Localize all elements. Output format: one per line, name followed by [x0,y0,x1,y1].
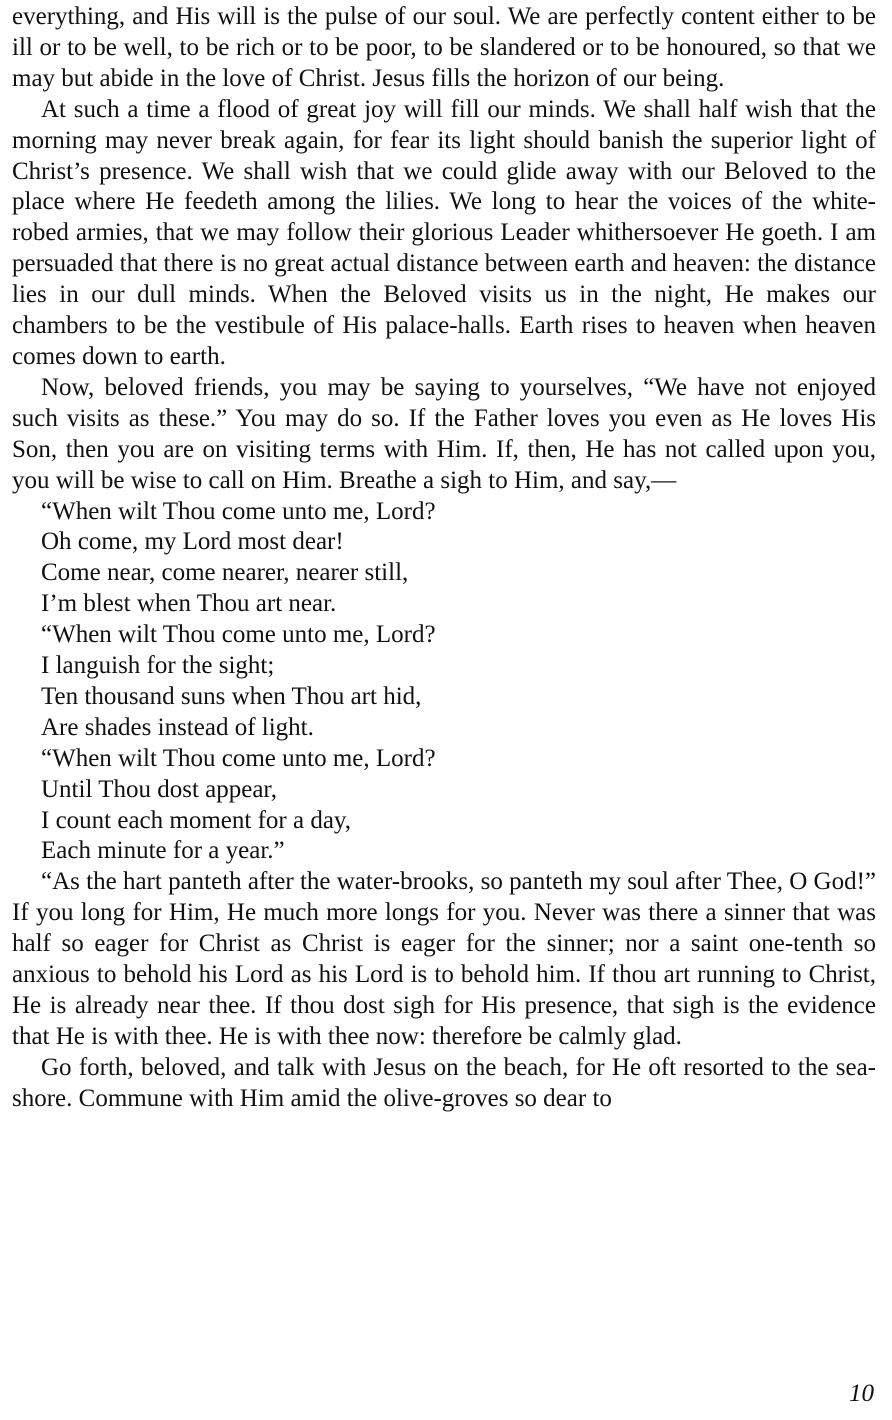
hymn-verse [12,497,876,868]
verse-line: “When wilt Thou come unto me, Lord? [41,497,436,525]
verse-line: Until Thou dost appear, [41,775,277,803]
paragraph-flood-of-joy: At such a time a flood of great joy will fill our minds. We shall half wish that the morning may never break again, for fear its light should banish the superior light of Christ’s presence. We shall wish that we could glide away with our Beloved to the place where He feedeth among the lilies. We long to hear the voices of the white-robed armies, that we may follow their glorious Leader whithersoever He goeth. I am persuaded that there is no great actual distance between earth and heaven: the distance lies in our dull minds. When the Beloved visits us in the night, He makes our chambers to be the vestibule of His palace-halls. Earth rises to heaven when heaven comes down to earth. [12,95,876,370]
verse-line: Come near, come nearer, nearer still, [41,559,409,587]
verse-line: “When wilt Thou come unto me, Lord? [41,744,436,772]
paragraph-go-forth: Go forth, beloved, and talk with Jesus on the beach, for He oft resorted to the sea-shore. Commune with Him amid the olive-groves so dear to [12,1053,876,1112]
paragraph-visiting-terms: Now, beloved friends, you may be saying to yourselves, “We have not enjoyed such visits as these.” You may do so. If the Father loves you even as He loves His Son, then you are on visiting terms with Him. If, then, He has not called upon you, you will be wise to call on Him. Breathe a sigh to Him, and say,— [12,373,876,494]
verse-line: Are shades instead of light. [41,713,314,741]
paragraph-continuation: everything, and His will is the pulse of our soul. We are perfectly content either to be ill or to be well, to be rich or to be poor, to be slandered or to be honoured, so that we may but abide in the love of Christ. Jesus fills the horizon of our being. [12,3,876,92]
verse-line: Ten thousand suns when Thou art hid, [41,682,422,710]
page-body [12,2,876,1115]
paragraph-hart-panteth: “As the hart panteth after the water-brooks, so panteth my soul after Thee, O God!” If you long for Him, He much more longs for you. Never was there a sinner that was half so eager for Christ as Christ is eager for the sinner; nor a saint one-tenth so anxious to behold his Lord as his Lord is to behold him. If thou art running to Christ, He is already near thee. If thou dost sigh for His presence, that sigh is the evidence that He is with thee. He is with thee now: therefore be calmly glad. [12,868,876,1050]
verse-line: I’m blest when Thou art near. [41,590,337,618]
page-number: 10 [849,1380,874,1407]
verse-line: I languish for the sight; [41,652,275,680]
verse-line: “When wilt Thou come unto me, Lord? [41,621,436,649]
verse-line: Oh come, my Lord most dear! [41,528,344,556]
verse-line: Each minute for a year.” [41,837,285,865]
verse-line: I count each moment for a day, [41,806,352,834]
